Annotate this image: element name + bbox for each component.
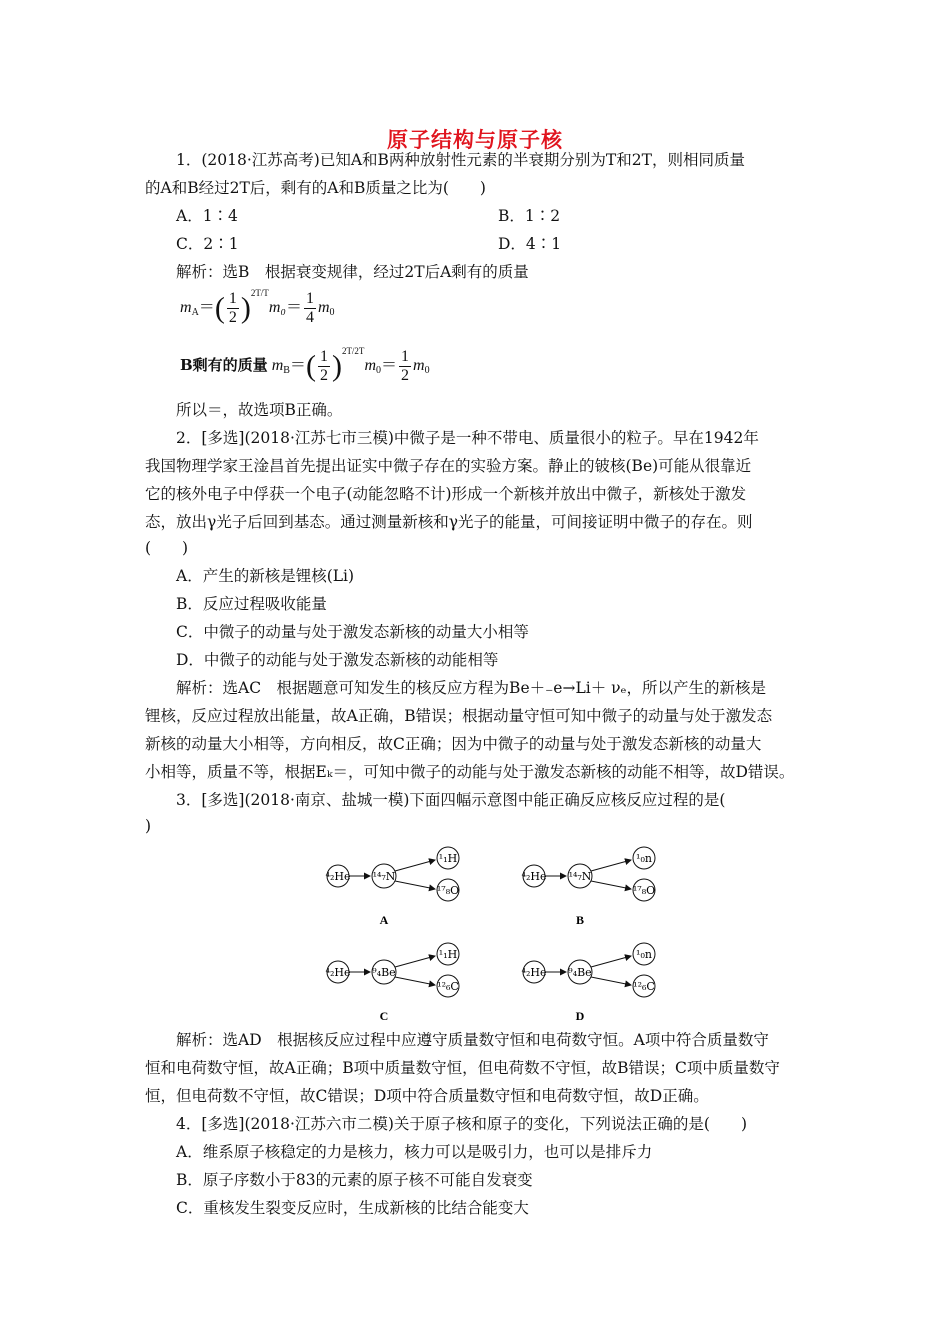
nucleus-top-label: ¹₁H [438,948,458,961]
q1-option-d: D．4∶1 [498,235,562,253]
nucleus-bottom-label: ¹⁷₈O [632,884,656,897]
nuclear-reaction-diagrams [318,840,678,1030]
q2-analysis-line4: 小相等，质量不等，根据Eₖ＝，可知中微子的动能与处于激发态新核的动能不相等，故D错误。 [145,763,795,781]
nucleus-top-label: ¹₁H [438,852,458,865]
q3-analysis-line3: 恒，但电荷数不守恒，故C错误；D项中符合质量数守恒和电荷数守恒，故D正确。 [145,1087,709,1105]
arrow-middle-bottom [395,977,435,985]
eq-a-sub: A [191,307,199,319]
q2-option-b: B．反应过程吸收能量 [176,595,327,613]
arrow-middle-top [395,860,435,871]
q1-stem-line1: 1．(2018·江苏高考)已知A和B两种放射性元素的半衰期分别为T和2T，则相同质量 [176,151,745,169]
eq-b-exponent: 2T/2T [341,346,365,357]
diagram-label: C [379,1009,389,1023]
q4-option-c: C．重核发生裂变反应时，生成新核的比结合能变大 [176,1199,529,1217]
q2-option-c: C．中微子的动量与处于激发态新核的动量大小相等 [176,623,529,641]
q2-option-d: D．中微子的动能与处于激发态新核的动能相等 [176,651,499,669]
page-title: 原子结构与原子核 [387,127,563,152]
nucleus-top-label: ¹₀n [636,852,652,865]
diagram-a [326,847,460,927]
q1-option-b: B．1∶2 [498,207,561,225]
q1-equation-b: B剩有的质量 $m_B=$( $\frac{1}{2}$ )$^{2T/2T}m_0=$ $\frac{1}{2}$ $m_0$ [180,346,430,384]
eq-a-exponent: 2T/T [250,288,269,299]
q2-analysis-line2: 锂核，反应过程放出能量，故A正确，B错误；根据动量守恒可知中微子的动量与处于激发态 [145,707,773,725]
q2-stem-line3: 它的核外电子中俘获一个电子(动能忽略不计)形成一个新核并放出中微子，新核处于激发 [145,485,747,503]
diagram-b [522,847,656,927]
q1-stem-line2: 的A和B经过2T后，剩有的A和B质量之比为( ) [145,179,486,197]
q1-equation-a: $m_A=$( $\frac{1}{2}$ )$^{2T/T}$m₀＝ $\frac{1}{4}$ $m_0$ [180,288,335,326]
q4-stem: 4．[多选](2018·江苏六市二模)关于原子核和原子的变化，下列说法正确的是( ) [176,1115,748,1133]
arrow-middle-top [395,956,435,967]
nucleus-top-label: ¹₀n [636,948,652,961]
q1-option-a: A．1∶4 [176,207,238,225]
diagram-d [522,943,655,1023]
diagram-label: D [575,1009,585,1023]
q3-stem-line1: 3．[多选](2018·南京、盐城一模)下面四幅示意图中能正确反应核反应过程的是( [176,791,726,809]
q1-analysis: 解析：选B 根据衰变规律，经过2T后A剩有的质量 [176,263,529,281]
arrow-middle-bottom [395,881,435,889]
q2-analysis-line1: 解析：选AC 根据题意可知发生的核反应方程为Be＋₋e→Li＋ νₑ，所以产生的新核是 [176,679,767,697]
q4-option-a: A．维系原子核稳定的力是核力，核力可以是吸引力，也可以是排斥力 [176,1143,653,1161]
eq-b-prefix: B剩有的质量 [180,356,268,375]
eq-a-m: m [180,299,192,317]
nucleus-source-label: ⁴₂He [521,966,547,979]
diagram-c [326,943,459,1023]
nucleus-middle-label: ¹⁴₇N [372,870,396,883]
nucleus-source-label: ⁴₂He [325,966,351,979]
diagram-label: A [379,913,389,927]
nucleus-bottom-label: ¹²₆C [437,980,459,993]
q2-stem-line5: ( ) [145,539,189,557]
diagram-label: B [575,913,585,927]
arrow-middle-bottom [591,977,631,985]
arrow-middle-top [591,956,631,967]
nucleus-middle-label: ⁹₄Be [372,966,396,979]
eq-b-m: m [271,357,284,375]
q2-option-a: A．产生的新核是锂核(Li) [176,567,355,585]
nucleus-middle-label: ⁹₄Be [568,966,592,979]
q3-stem-line2: ) [145,817,152,835]
q3-analysis-line2: 恒和电荷数守恒，故A正确；B项中质量数守恒，但电荷数不守恒，故B错误；C项中质量数守 [145,1059,780,1077]
arrow-middle-bottom [591,881,631,889]
nucleus-source-label: ⁴₂He [521,870,547,883]
nucleus-middle-label: ¹⁴₇N [568,870,592,883]
q1-conclusion: 所以＝，故选项B正确。 [176,401,343,419]
nucleus-bottom-label: ¹²₆C [633,980,655,993]
nucleus-bottom-label: ¹⁷₈O [436,884,460,897]
q2-stem-line1: 2．[多选](2018·江苏七市三模)中微子是一种不带电、质量很小的粒子。早在1942年 [176,429,759,447]
q2-stem-line4: 态，放出γ光子后回到基态。通过测量新核和γ光子的能量，可间接证明中微子的存在。则 [145,513,753,531]
nucleus-source-label: ⁴₂He [325,870,351,883]
arrow-middle-top [591,860,631,871]
q3-analysis-line1: 解析：选AD 根据核反应过程中应遵守质量数守恒和电荷数守恒。A项中符合质量数守 [176,1031,769,1049]
eq-b-sub: B [283,365,290,377]
q2-analysis-line3: 新核的动量大小相等，方向相反，故C正确；因为中微子的动量与处于激发态新核的动量大 [145,735,762,753]
q4-option-b: B．原子序数小于83的元素的原子核不可能自发衰变 [176,1171,533,1189]
q2-stem-line2: 我国物理学家王淦昌首先提出证实中微子存在的实验方案。静止的铍核(Be)可能从很靠近 [145,457,752,475]
eq-a-m0: m₀ [268,299,286,317]
q1-option-c: C．2∶1 [176,235,239,253]
